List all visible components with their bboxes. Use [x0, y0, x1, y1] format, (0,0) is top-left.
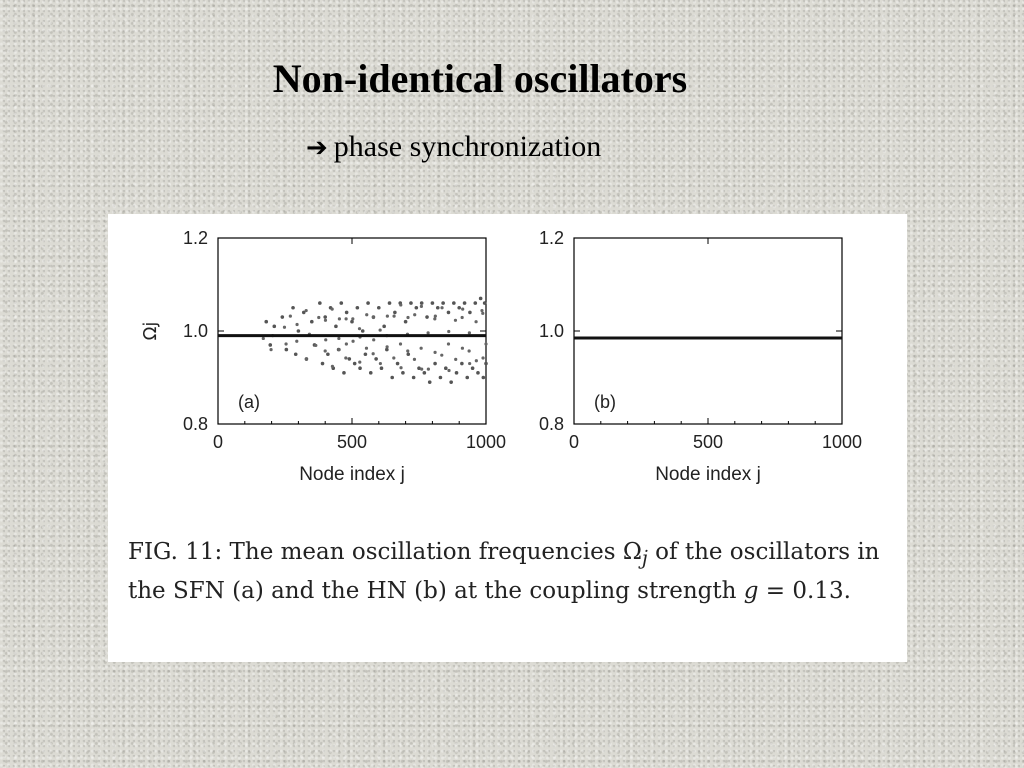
panel-a-scatter-point: [428, 380, 432, 384]
panel-b-panel-label: (b): [594, 392, 616, 412]
panel-a-scatter-point: [433, 317, 436, 320]
panel-a-scatter-point: [372, 316, 375, 319]
panel-a-scatter-point: [452, 301, 456, 305]
panel-a-scatter-point: [272, 325, 276, 329]
panel-a-y-tick-label: 0.8: [182, 414, 208, 434]
panel-a-scatter-point: [324, 349, 327, 352]
panel-a-scatter-point: [348, 357, 352, 361]
panel-a-scatter-point: [461, 347, 464, 350]
panel-a-scatter-point: [399, 366, 402, 369]
panel-a-scatter-point: [483, 301, 487, 305]
panel-a-scatter-point: [473, 301, 477, 305]
panel-a-scatter-point: [295, 323, 298, 326]
panel-a-scatter-point: [476, 371, 480, 375]
panel-a-scatter-point: [463, 301, 467, 305]
panel-a-scatter-point: [468, 349, 471, 352]
panel-a-y-tick-label: 1.0: [182, 321, 208, 341]
panel-a-scatter-point: [269, 348, 272, 351]
panel-a-scatter-point: [358, 327, 361, 330]
panel-a-scatter-point: [401, 371, 405, 375]
panel-a-scatter-point: [323, 315, 327, 319]
slide-title: Non-identical oscillators: [272, 56, 688, 101]
panel-a-scatter-point: [427, 368, 430, 371]
panel-a-scatter-point: [423, 371, 427, 375]
panel-a-scatter-point: [365, 313, 368, 316]
panel-a-scatter-point: [484, 362, 488, 366]
panel-a-scatter-point: [409, 301, 413, 305]
panel-a-scatter-point: [289, 315, 292, 318]
panel-a-scatter-point: [471, 366, 475, 370]
panel-a-scatter-point: [433, 362, 437, 366]
panel-a-scatter-point: [284, 342, 287, 345]
caption-middle: of the oscillators in the SFN (a) and the HN (b) at the coupling strength: [128, 539, 880, 604]
panel-a-scatter-point: [339, 301, 343, 305]
panel-a-scatter-point: [268, 343, 272, 347]
panel-a-scatter-point: [406, 352, 410, 356]
panel-a-scatter-point: [317, 316, 320, 319]
panel-a-scatter-point: [356, 306, 360, 310]
panel-a-scatter-point: [481, 312, 484, 315]
panel-a-scatter-point: [461, 308, 464, 311]
panel-a-scatter-point: [342, 371, 346, 375]
panel-a-scatter-point: [358, 361, 361, 364]
panel-a-scatter-point: [364, 352, 368, 356]
panel-a-scatter-point: [420, 347, 423, 350]
panel-a-panel-label: (a): [238, 392, 260, 412]
panel-a-scatter-point: [345, 317, 348, 320]
panel-a-scatter-point: [285, 348, 289, 352]
panel-b-x-axis-label: Node index j: [655, 464, 761, 485]
panel-a-scatter-point: [412, 376, 416, 380]
panel-a-scatter-point: [393, 311, 397, 315]
panel-a-scatter-point: [295, 340, 298, 343]
panel-a-scatter-point: [331, 365, 334, 368]
panel-a-scatter-point: [321, 362, 325, 366]
panel-a-scatter-point: [482, 376, 486, 380]
panel-a-scatter-point: [324, 338, 327, 341]
panel-a-y-tick-label: 1.2: [182, 228, 208, 248]
panel-a-scatter-point: [374, 357, 378, 361]
subtitle-text: phase synchronization: [333, 130, 602, 163]
panel-a-x-tick-label: 500: [336, 432, 368, 452]
panel-a-scatter-point: [324, 319, 327, 322]
panel-b-x-tick-label: 0: [568, 432, 580, 452]
panel-a-scatter-point: [460, 362, 464, 366]
panel-a-scatter-point: [379, 362, 382, 365]
panel-a-scatter-point: [291, 306, 295, 310]
caption-omega-symbol: Ω: [622, 539, 642, 565]
panel-a-scatter-point: [331, 308, 334, 311]
panel-a-scatter-point: [338, 348, 341, 351]
panel-a-scatter-point: [447, 330, 450, 333]
panel-a-scatter-point: [392, 315, 395, 318]
panel-a-scatter-point: [379, 328, 382, 331]
panel-a-scatter-point: [468, 331, 471, 334]
panel-a-x-tick-label: 1000: [465, 432, 507, 452]
panel-a-scatter-point: [310, 320, 314, 324]
panel-a-scatter-point: [338, 317, 341, 320]
caption-prefix: FIG. 11: The mean oscillation frequencies: [128, 539, 623, 565]
panel-a-scatter-point: [264, 320, 268, 324]
caption-var: g: [743, 577, 759, 604]
panel-a-scatter-point: [447, 342, 450, 345]
panel-a-scatter-point: [447, 311, 451, 315]
panel-a-scatter-point: [386, 315, 389, 318]
panel-a-scatter-point: [420, 301, 424, 305]
panel-a-scatter-point: [318, 301, 322, 305]
panel-a-scatter-point: [314, 344, 317, 347]
panel-a-scatter-point: [406, 349, 409, 352]
panel-a-scatter-point: [481, 356, 484, 359]
arrow-right-icon: ➔: [306, 133, 328, 163]
figure-caption: [128, 536, 888, 607]
panel-b-x-tick-label: 1000: [821, 432, 863, 452]
panel-a-scatter-point: [351, 317, 354, 320]
panel-a-scatter-point: [390, 376, 394, 380]
panel-a-scatter-point: [345, 342, 348, 345]
panel-a-scatter-point: [480, 309, 483, 312]
panel-a-scatter-point: [365, 347, 368, 350]
panel-a-scatter-point: [425, 315, 429, 319]
panel-a-scatter-point: [455, 371, 459, 375]
panel-a-scatter-point: [366, 301, 370, 305]
panel-a-scatter-point: [399, 342, 402, 345]
panel-a-y-axis-label: Ωj: [140, 321, 161, 341]
panel-a-scatter-point: [461, 316, 464, 319]
panel-a-scatter-point: [399, 303, 402, 306]
figure-image: [108, 214, 907, 662]
panel-a-scatter-point: [454, 358, 457, 361]
panel-a-scatter-point: [372, 338, 375, 341]
panel-a-scatter-point: [447, 369, 450, 372]
panel-a-scatter-point: [382, 325, 386, 329]
panel-a-scatter-point: [474, 320, 477, 323]
panel-a-scatter-point: [345, 311, 349, 315]
caption-subscript: j: [641, 546, 648, 570]
panel-a-scatter-point: [388, 301, 392, 305]
panel-a-scatter-point: [358, 366, 362, 370]
panel-a-scatter-point: [337, 337, 340, 340]
panel-a-scatter-point: [361, 329, 365, 333]
panel-a-scatter-point: [449, 380, 453, 384]
panel-a-scatter-point: [281, 315, 285, 319]
panel-a-scatter-point: [377, 306, 381, 310]
panel-a-scatter-point: [427, 331, 430, 334]
panel-a-scatter-point: [468, 311, 472, 315]
panel-a-scatter-point: [262, 337, 265, 340]
panel-a-scatter-point: [305, 358, 308, 361]
panel-a-scatter-point: [380, 366, 384, 370]
caption-suffix: = 0.13.: [758, 577, 851, 604]
panel-a-scatter-point: [294, 352, 298, 356]
panel-a-scatter-point: [436, 306, 440, 310]
panel-b-y-tick-label: 1.2: [538, 228, 564, 248]
panel-a-scatter-point: [420, 368, 423, 371]
panel-a-scatter-point: [468, 362, 471, 365]
panel-a-scatter-point: [457, 306, 461, 310]
panel-a-scatter-point: [475, 359, 478, 362]
panel-a-scatter-point: [392, 356, 395, 359]
panel-a-x-axis-label: Node index j: [299, 464, 405, 485]
panel-a-scatter-point: [433, 351, 436, 354]
panel-a-scatter-point: [305, 309, 308, 312]
panel-a-scatter-point: [326, 352, 330, 356]
panel-a-scatter-point: [404, 320, 408, 324]
panel-a-scatter-point: [283, 326, 286, 329]
panel-a-scatter-point: [413, 358, 416, 361]
panel-a-scatter-point: [440, 306, 443, 309]
panel-a-scatter-point: [396, 362, 400, 366]
figure-charts: [108, 214, 907, 514]
panel-a-scatter-point: [353, 362, 357, 366]
panel-a-scatter-point: [372, 352, 375, 355]
panel-a-scatter-point: [441, 301, 445, 305]
panel-a-scatter-point: [431, 301, 435, 305]
panel-a-scatter-point: [344, 356, 347, 359]
panel-a-scatter-point: [406, 316, 409, 319]
panel-a-scatter-point: [484, 342, 487, 345]
panel-a-scatter-point: [413, 313, 416, 316]
panel-a-scatter-point: [351, 340, 354, 343]
panel-a-scatter-point: [386, 345, 389, 348]
panel-a-scatter-point: [434, 315, 437, 318]
panel-a-scatter-point: [454, 319, 457, 322]
panel-a-scatter-point: [334, 325, 338, 329]
panel-a-scatter-point: [479, 297, 483, 301]
panel-a-scatter-point: [465, 376, 469, 380]
panel-b-y-tick-label: 0.8: [538, 414, 564, 434]
panel-b-x-tick-label: 500: [692, 432, 724, 452]
panel-a-scatter-point: [369, 371, 373, 375]
panel-b-y-tick-label: 1.0: [538, 321, 564, 341]
panel-a-scatter-point: [439, 376, 443, 380]
panel-a-scatter-point: [420, 305, 423, 308]
panel-a-scatter-point: [440, 354, 443, 357]
panel-a-scatter-point: [415, 306, 419, 310]
slide-subtitle: [306, 130, 601, 164]
panel-a-scatter-point: [297, 329, 301, 333]
panel-a-x-tick-label: 0: [212, 432, 224, 452]
panel-a-scatter-point: [444, 366, 448, 370]
